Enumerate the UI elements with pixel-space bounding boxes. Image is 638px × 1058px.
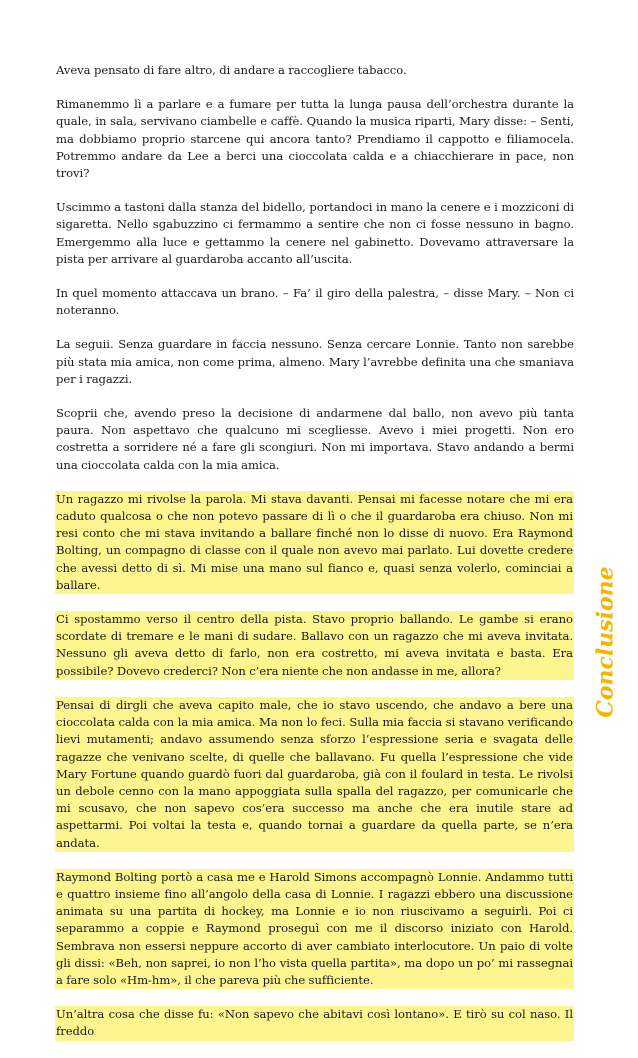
paragraph: Scoprii che, avendo preso la decisione di andarmene dal ballo, non avevo più tanta paura. Non aspettavo che qualcuno mi scegliesse. Avevo i miei progetti. Non ero costretta a sorridere né a fare gli scongiuri. Non mi importava. Stavo andando a bermi una cioccolata calda con la mia amica. bbox=[56, 406, 574, 472]
paragraph: Aveva pensato di fare altro, di andare a raccogliere tabacco. bbox=[56, 63, 407, 77]
text-column bbox=[56, 62, 574, 1058]
highlighted-paragraph: Un ragazzo mi rivolse la parola. Mi stava davanti. Pensai mi facesse notare che mi era caduto qualcosa o che non potevo passare di lì o che il guardaroba era chiuso. Non mi resi conto che mi stava invitando a ballare finché non lo disse di nuovo. Era Raymond Bolting, un compagno di classe con il quale non avevo mai parlato. Lui dovette credere che avessi detto di sì. Mi mise una mano sul fianco e, quasi senza volerlo, cominciai a ballare. bbox=[55, 491, 574, 594]
paragraph: La seguii. Senza guardare in faccia nessuno. Senza cercare Lonnie. Tanto non sarebbe più stata mia amica, non come prima, almeno. Mary l’avrebbe definita una che smaniava per i ragazzi. bbox=[56, 337, 574, 386]
highlighted-paragraph: Ci spostammo verso il centro della pista. Stavo proprio ballando. Le gambe si erano scordate di tremare e le mani di sudare. Ballavo con un ragazzo che mi aveva invitata. Nessuno gli aveva detto di farlo, non era costretto, mi aveva invitata e basta. Era possibile? Dovevo crederci? Non c’era niente che non andasse in me, allora? bbox=[55, 611, 574, 680]
highlighted-paragraph: Raymond Bolting portò a casa me e Harold Simons accompagnò Lonnie. Andammo tutti e quattro insieme fino all’angolo della casa di Lonnie. I ragazzi ebbero una discussione animata su una partita di hockey, ma Lonnie e io non riuscivamo a seguirli. Poi ci separammo a coppie e Raymond proseguì con me il discorso iniziato con Harold. Sembrava non essersi neppure accorto di aver cambiato interlocutore. Un paio di volte gli dissi: «Beh, non saprei, io non l’ho vista quella partita», ma dopo un po’ mi rassegnai a fare solo «Hm-hm», il che pareva più che sufficiente. bbox=[55, 869, 574, 989]
paragraph: Rimanemmo lì a parlare e a fumare per tutta la lunga pausa dell’orchestra durante la quale, in sala, servivano ciambelle e caffè. Quando la musica riparti, Mary disse: – Senti, ma dobbiamo proprio starcene qui ancora tanto? Prendiamo il cappotto e filiamocela. Potremmo andare da Lee a berci una cioccolata calda e a chiacchierare in pace, non trovi? bbox=[56, 97, 574, 181]
paragraph: Uscimmo a tastoni dalla stanza del bidello, portandoci in mano la cenere e i mozziconi di sigaretta. Nello sgabuzzino ci fermammo a sentire che non ci fosse nessuno in bagno. Emergemmo alla luce e gettammo la cenere nel gabinetto. Dovevamo attraversare la pista per arrivare al guardaroba accanto all’uscita. bbox=[56, 200, 574, 266]
highlighted-paragraph: Un’altra cosa che disse fu: «Non sapevo che abitavi così lontano». E tirò su col naso. Il freddo bbox=[55, 1006, 574, 1040]
side-label-text: Conclusione bbox=[593, 566, 619, 718]
paragraph: In quel momento attaccava un brano. – Fa’ il giro della palestra, – disse Mary. – Non ci noteranno. bbox=[56, 286, 574, 318]
section-side-label bbox=[586, 566, 626, 718]
highlighted-paragraph: Pensai di dirgli che aveva capito male, che io stavo uscendo, che andavo a bere una cioccolata calda con la mia amica. Ma non lo feci. Sulla mia faccia si stavano verificando lievi mutamenti; andavo assumendo senza sforzo l’espressione seria e svagata delle ragazze che venivano scelte, di quelle che ballavano. Fu quella l’espressione che vide Mary Fortune quando guardò fuori dal guardaroba, già con il foulard in testa. Le rivolsi un debole cenno con la mano appoggiata sulla spalla del ragazzo, per comunicarle che mi scusavo, che non sapevo cos’era successo ma anche che era inutile stare ad aspettarmi. Poi voltai la testa e, quando tornai a guardare da quella parte, se n’era andata. bbox=[55, 697, 574, 852]
